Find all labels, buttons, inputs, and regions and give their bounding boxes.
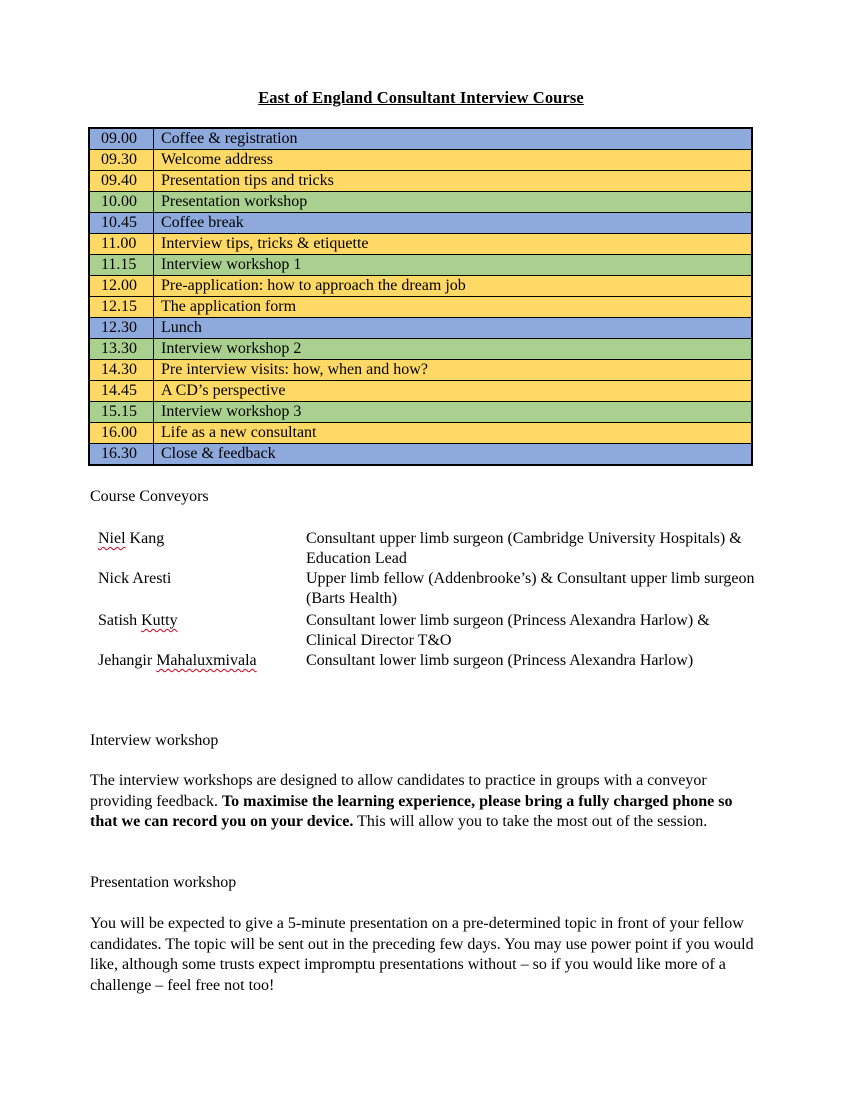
schedule-row xyxy=(90,234,751,255)
schedule-row xyxy=(90,213,751,234)
schedule-time: 11.15 xyxy=(90,255,154,275)
presentation-workshop-paragraph: You will be expected to give a 5-minute presentation on a pre-determined topic in front of your fellow candidates. The topic will be sent out in the preceding few days. You may use power point if you would like, although some trusts expect impromptu presentations without – so if you would like more of a challenge – feel free not too! xyxy=(90,915,754,994)
schedule-time: 16.30 xyxy=(90,444,154,464)
schedule-time: 09.30 xyxy=(90,150,154,170)
conveyor-role: Consultant upper limb surgeon (Cambridge University Hospitals) & Education Lead xyxy=(306,530,742,567)
schedule-activity: The application form xyxy=(161,298,297,315)
schedule-row xyxy=(90,423,751,444)
schedule-time: 14.30 xyxy=(90,360,154,380)
schedule-time: 10.00 xyxy=(90,192,154,212)
schedule-row xyxy=(90,381,751,402)
conveyor-name: Nick Aresti xyxy=(98,570,172,587)
schedule-activity: Life as a new consultant xyxy=(161,424,317,441)
conveyor-name: Satish Kutty xyxy=(98,612,178,629)
conveyor-name: Niel Kang xyxy=(98,530,165,547)
schedule-activity: Presentation tips and tricks xyxy=(161,172,334,189)
schedule-row xyxy=(90,129,751,150)
schedule-time: 12.15 xyxy=(90,297,154,317)
schedule-activity: Interview workshop 1 xyxy=(161,256,302,273)
schedule-activity: A CD’s perspective xyxy=(161,382,286,399)
schedule-activity: Presentation workshop xyxy=(161,193,308,210)
page-title: East of England Consultant Interview Course xyxy=(258,88,584,107)
schedule-activity: Interview workshop 2 xyxy=(161,340,302,357)
conveyor-role: Consultant lower limb surgeon (Princess Alexandra Harlow) & Clinical Director T&O xyxy=(306,612,710,649)
schedule-table xyxy=(88,127,753,466)
schedule-activity: Interview tips, tricks & etiquette xyxy=(161,235,369,252)
schedule-row xyxy=(90,339,751,360)
schedule-activity: Pre interview visits: how, when and how? xyxy=(161,361,428,378)
schedule-time: 14.45 xyxy=(90,381,154,401)
schedule-time: 12.30 xyxy=(90,318,154,338)
conveyor-name: Jehangir Mahaluxmivala xyxy=(98,652,257,669)
schedule-row xyxy=(90,171,751,192)
schedule-activity: Pre-application: how to approach the dream job xyxy=(161,277,466,294)
conveyors-heading: Course Conveyors xyxy=(90,488,209,505)
schedule-time: 11.00 xyxy=(90,234,154,254)
interview-text-bold: To maximise the learning experience, please bring a fully charged phone so that we can record you on your device. xyxy=(90,792,733,830)
schedule-time: 12.00 xyxy=(90,276,154,296)
interview-text-start: The interview workshops are designed to allow candidates to practice in groups with a conveyor providing feedback. xyxy=(90,772,707,810)
schedule-activity: Coffee break xyxy=(161,214,244,231)
schedule-activity: Interview workshop 3 xyxy=(161,403,302,420)
schedule-row xyxy=(90,402,751,423)
conveyor-role: Upper limb fellow (Addenbrooke’s) & Consultant upper limb surgeon (Barts Health) xyxy=(306,570,755,607)
schedule-time: 09.00 xyxy=(90,129,154,149)
schedule-time: 16.00 xyxy=(90,423,154,443)
schedule-row xyxy=(90,276,751,297)
interview-text-end: This will allow you to take the most out of the session. xyxy=(353,813,708,830)
interview-workshop-heading: Interview workshop xyxy=(90,732,219,749)
schedule-activity: Welcome address xyxy=(161,151,273,168)
interview-workshop-paragraph xyxy=(90,771,755,833)
schedule-time: 09.40 xyxy=(90,171,154,191)
schedule-time: 15.15 xyxy=(90,402,154,422)
schedule-row xyxy=(90,444,751,464)
schedule-activity: Lunch xyxy=(161,319,202,336)
conveyor-role: Consultant lower limb surgeon (Princess Alexandra Harlow) xyxy=(306,652,694,669)
schedule-activity: Coffee & registration xyxy=(161,130,298,147)
schedule-time: 13.30 xyxy=(90,339,154,359)
presentation-workshop-heading: Presentation workshop xyxy=(90,874,237,891)
schedule-time: 10.45 xyxy=(90,213,154,233)
schedule-row xyxy=(90,318,751,339)
schedule-activity: Close & feedback xyxy=(161,445,276,462)
schedule-row xyxy=(90,192,751,213)
schedule-row xyxy=(90,297,751,318)
schedule-row xyxy=(90,150,751,171)
schedule-row xyxy=(90,360,751,381)
schedule-row xyxy=(90,255,751,276)
